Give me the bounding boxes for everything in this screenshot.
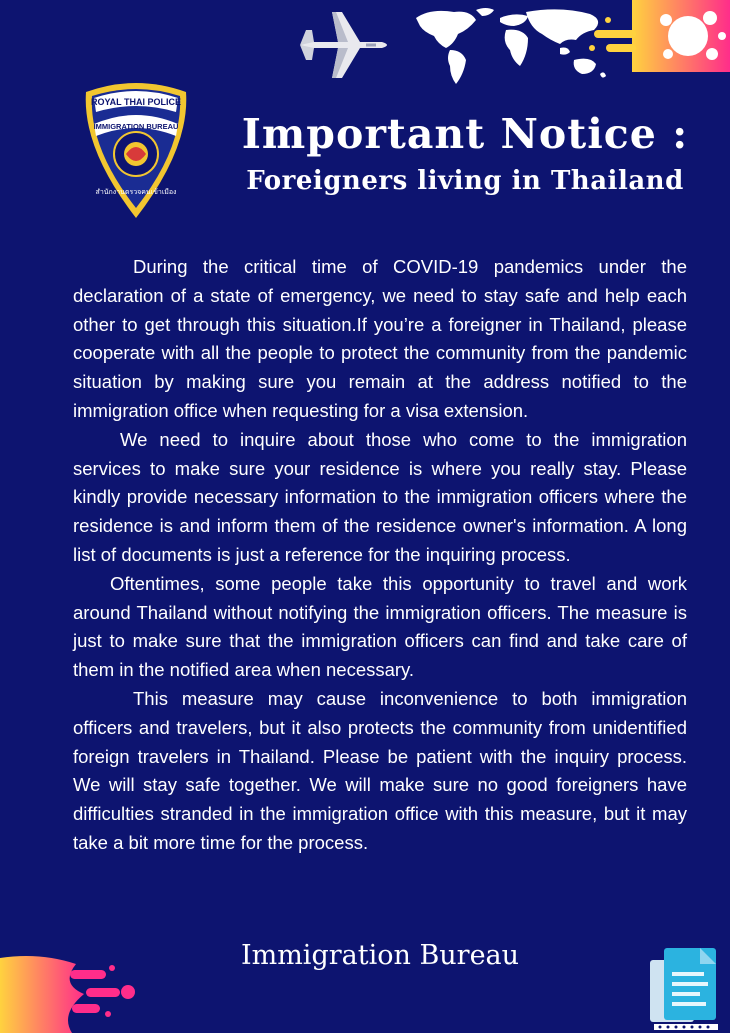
splash-decoration: [584, 0, 730, 72]
page-subtitle: Foreigners living in Thailand: [246, 166, 684, 196]
badge-ribbon-text: IMMIGRATION BUREAU: [93, 122, 179, 131]
notice-body: [73, 253, 687, 858]
page-title: Important Notice :: [241, 110, 689, 158]
paragraph: We need to inquire about those who come to the immigration services to make sure your residence is where you really stay. Please kindly provide necessary information to the immigration officers where the residence is and inform them of the residence owner's information. A long list of documents is just a reference for the inquiring process.: [73, 428, 687, 565]
paragraph: This measure may cause inconvenience to both immigration officers and travelers, but it also protects the community from unidentified foreign travelers in Thailand. Please be patient with the inquiry process. We will stay safe together. We will make sure no good foreigners have difficulties stranded in the immigration office with this measure, but it may take a bit more time for the process.: [73, 687, 687, 853]
badge-bottom-text: สำนักงานตรวจคนเข้าเมือง: [95, 188, 177, 196]
signature: Immigration Bureau: [240, 940, 520, 971]
world-map-icon: [410, 4, 610, 88]
paragraph: Oftentimes, some people take this opportunity to travel and work around Thailand without notifying the immigration officers. The measure is just to make sure that the immigration officers can find and take care of them in the notified area when necessary.: [73, 572, 687, 681]
splash-decoration: [0, 944, 140, 1033]
badge-top-text: ROYAL THAI POLICE: [90, 97, 182, 107]
paragraph: During the critical time of COVID-19 pandemics under the declaration of a state of emergency, we need to stay safe and help each other to get through this situation.If you’re a foreigner in Thailand, please cooperate with all the people to protect the community from the pandemic situation by making sure you remain at the address notified to the immigration office when requesting for a visa extension.: [73, 256, 687, 421]
royal-thai-police-badge: [80, 78, 192, 220]
airplane-icon: [296, 8, 394, 82]
document-icon: [644, 942, 724, 1033]
